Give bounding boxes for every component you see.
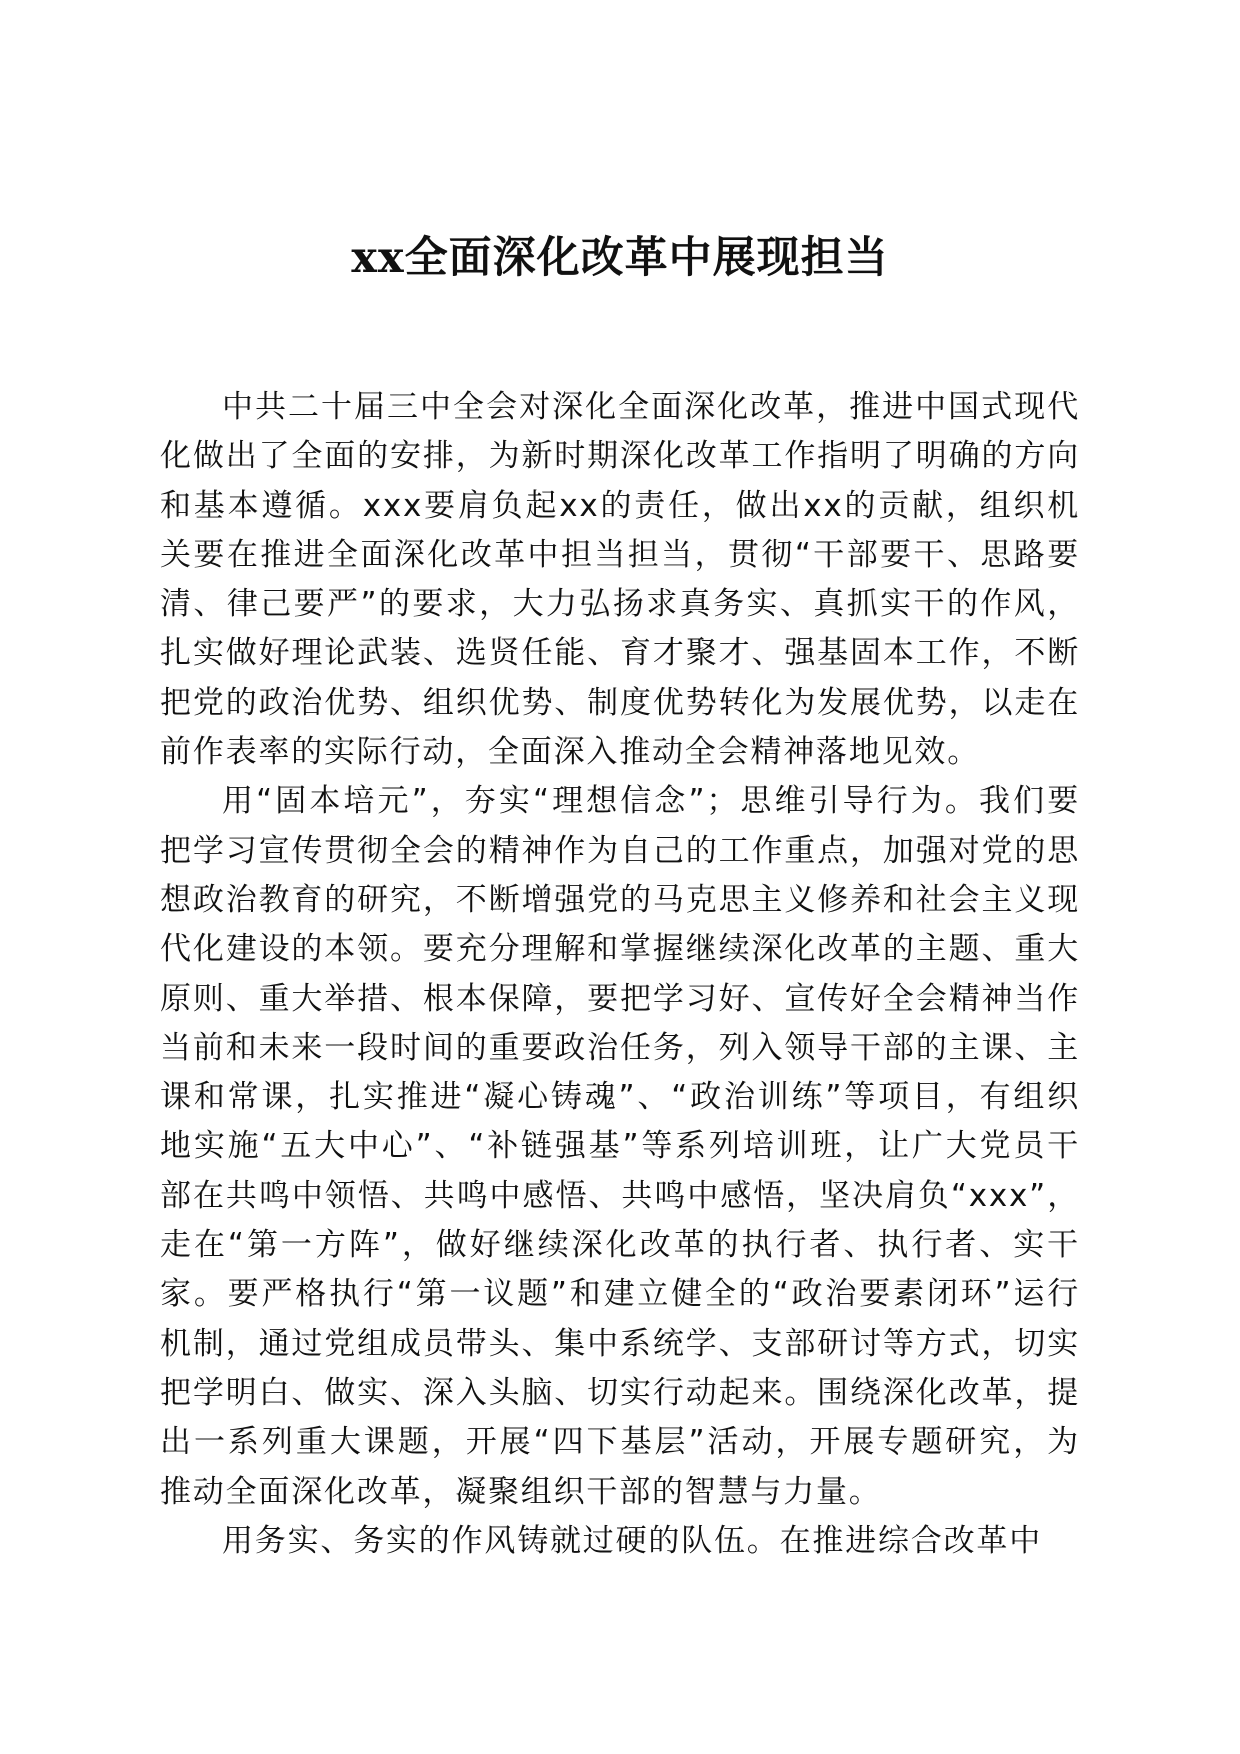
document-title: xx全面深化改革中展现担当 <box>351 233 889 283</box>
document-body <box>160 383 1080 1566</box>
paragraph-2: 用“固本培元”，夯实“理想信念”；思维引导行为。我们要把学习宣传贯彻全会的精神作为自己的工作重点，加强对党的思想政治教育的研究，不断增强党的马克思主义修养和社会主义现代化建设的本领。要充分理解和掌握继续深化改革的主题、重大原则、重大举措、根本保障，要把学习好、宣传好全会精神当作当前和未来一段时间的重要政治任务，列入领导干部的主课、主课和常课，扎实推进“凝心铸魂”、“政治训练”等项目，有组织地实施“五大中心”、“补链强基”等系列培训班，让广大党员干部在共鸣中领悟、共鸣中感悟、共鸣中感悟，坚决肩负“xxx”，走在“第一方阵”，做好继续深化改革的执行者、执行者、实干家。要严格执行“第一议题”和建立健全的“政治要素闭环”运行机制，通过党组成员带头、集中系统学、支部研讨等方式，切实把学明白、做实、深入头脑、切实行动起来。围绕深化改革，提出一系列重大课题，开展“四下基层”活动，开展专题研究，为推动全面深化改革，凝聚组织干部的智慧与力量。 <box>160 783 1080 1510</box>
paragraph-1: 中共二十届三中全会对深化全面深化改革，推进中国式现代化做出了全面的安排，为新时期深化改革工作指明了明确的方向和基本遵循。xxx要肩负起xx的责任，做出xx的贡献，组织机关要在推进全面深化改革中担当担当，贯彻“干部要干、思路要清、律己要严”的要求，大力弘扬求真务实、真抓实干的作风，扎实做好理论武装、选贤任能、育才聚才、强基固本工作，不断把党的政治优势、组织优势、制度优势转化为发展优势，以走在前作表率的实际行动，全面深入推动全会精神落地见效。 <box>160 389 1080 771</box>
paragraph-3: 用务实、务实的作风铸就过硬的队伍。在推进综合改革中 <box>222 1522 1042 1559</box>
